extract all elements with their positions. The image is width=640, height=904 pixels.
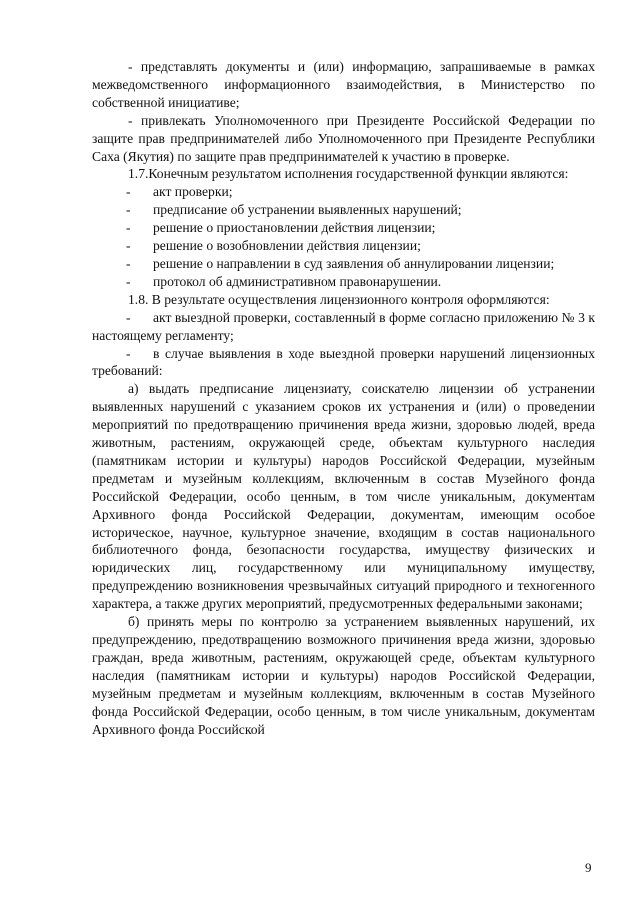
list-item-text: решение о направлении в суд заявления об аннулировании лицензии; [153, 255, 555, 271]
page-number: 9 [585, 860, 592, 875]
dash-marker: - [126, 238, 131, 254]
list-item [92, 255, 595, 273]
list-item-text: решение о приостановлении действия лицензии; [153, 220, 436, 236]
paragraph-submit-documents: - представлять документы и (или) информацию, запрашиваемые в рамках межведомственного информационного взаимодействия, в Министерство по собственной инициативе; [92, 59, 595, 110]
list-item-text: акт выездной проверки, составленный в форме согласно приложению № 3 к настоящему регламенту; [92, 309, 595, 343]
dash-marker: - [126, 202, 131, 218]
list-item [92, 201, 595, 219]
list-item-text: в случае выявления в ходе выездной проверки нарушений лицензионных требований: [92, 345, 595, 379]
list-item-text: протокол об административном правонарушении. [153, 273, 442, 289]
dash-marker: - [126, 309, 131, 325]
list-item [92, 273, 595, 291]
paragraph-item-a: а) выдать предписание лицензиату, соискателю лицензии об устранении выявленных нарушений с указанием сроков их устранения и (или) о проведении мероприятий по предотвращению причинения вреда жизни, здоровью людей, вреда животным, растениям, окружающей среде, объектам культурного наследия (памятникам истории и культуры) народов Российской Федерации, музейным предметам и музейным коллекциям, включенным в состав Музейного фонда Российской Федерации, особо ценным, в том числе уникальным, документам Архивного фонда Российской Федерации, документам, имеющим особое историческое, научное, культурное значение, входящим в состав национального библиотечного фонда, безопасности государства, имуществу физических и юридических лиц, государственному или муниципальному имуществу, предупреждению возникновения чрезвычайных ситуаций природного и техногенного характера, а также других мероприятий, предусмотренных федеральными законами; [92, 381, 595, 612]
dash-marker: - [126, 184, 131, 200]
paragraph-1-7: 1.7.Конечным результатом исполнения государственной функции являются: [128, 166, 569, 182]
list-item [92, 183, 595, 201]
list-item-text: акт проверки; [153, 184, 233, 200]
document-page [92, 58, 595, 738]
dash-marker: - [126, 273, 131, 289]
list-item-text: предписание об устранении выявленных нарушений; [153, 202, 462, 218]
paragraph-involve-ombudsman: - привлекать Уполномоченного при Президенте Российской Федерации по защите прав предпринимателей либо Уполномоченного при Президенте Республики Саха (Якутия) по защите прав предпринимателей к участию в проверке. [92, 112, 595, 164]
list-item [92, 309, 595, 345]
paragraph-item-b: б) принять меры по контролю за устранением выявленных нарушений, их предупреждению, предотвращению возможного причинения вреда жизни, здоровью граждан, вреда животным, растениям, окружающей среде, объектам культурного наследия (памятникам истории и культуры) народов Российской Федерации, музейным предметам и музейным коллекциям, включенным в состав Музейного фонда Российской Федерации, особо ценным, в том числе уникальным, документам Архивного фонда Российской [92, 614, 595, 737]
dash-marker: - [126, 345, 131, 361]
list-item [92, 219, 595, 237]
list-item [92, 237, 595, 255]
dash-marker: - [126, 255, 131, 271]
list-item [92, 345, 595, 381]
dash-marker: - [126, 220, 131, 236]
paragraph-1-8: 1.8. В результате осуществления лицензионного контроля оформляются: [128, 291, 550, 307]
list-item-text: решение о возобновлении действия лицензии; [153, 238, 421, 254]
